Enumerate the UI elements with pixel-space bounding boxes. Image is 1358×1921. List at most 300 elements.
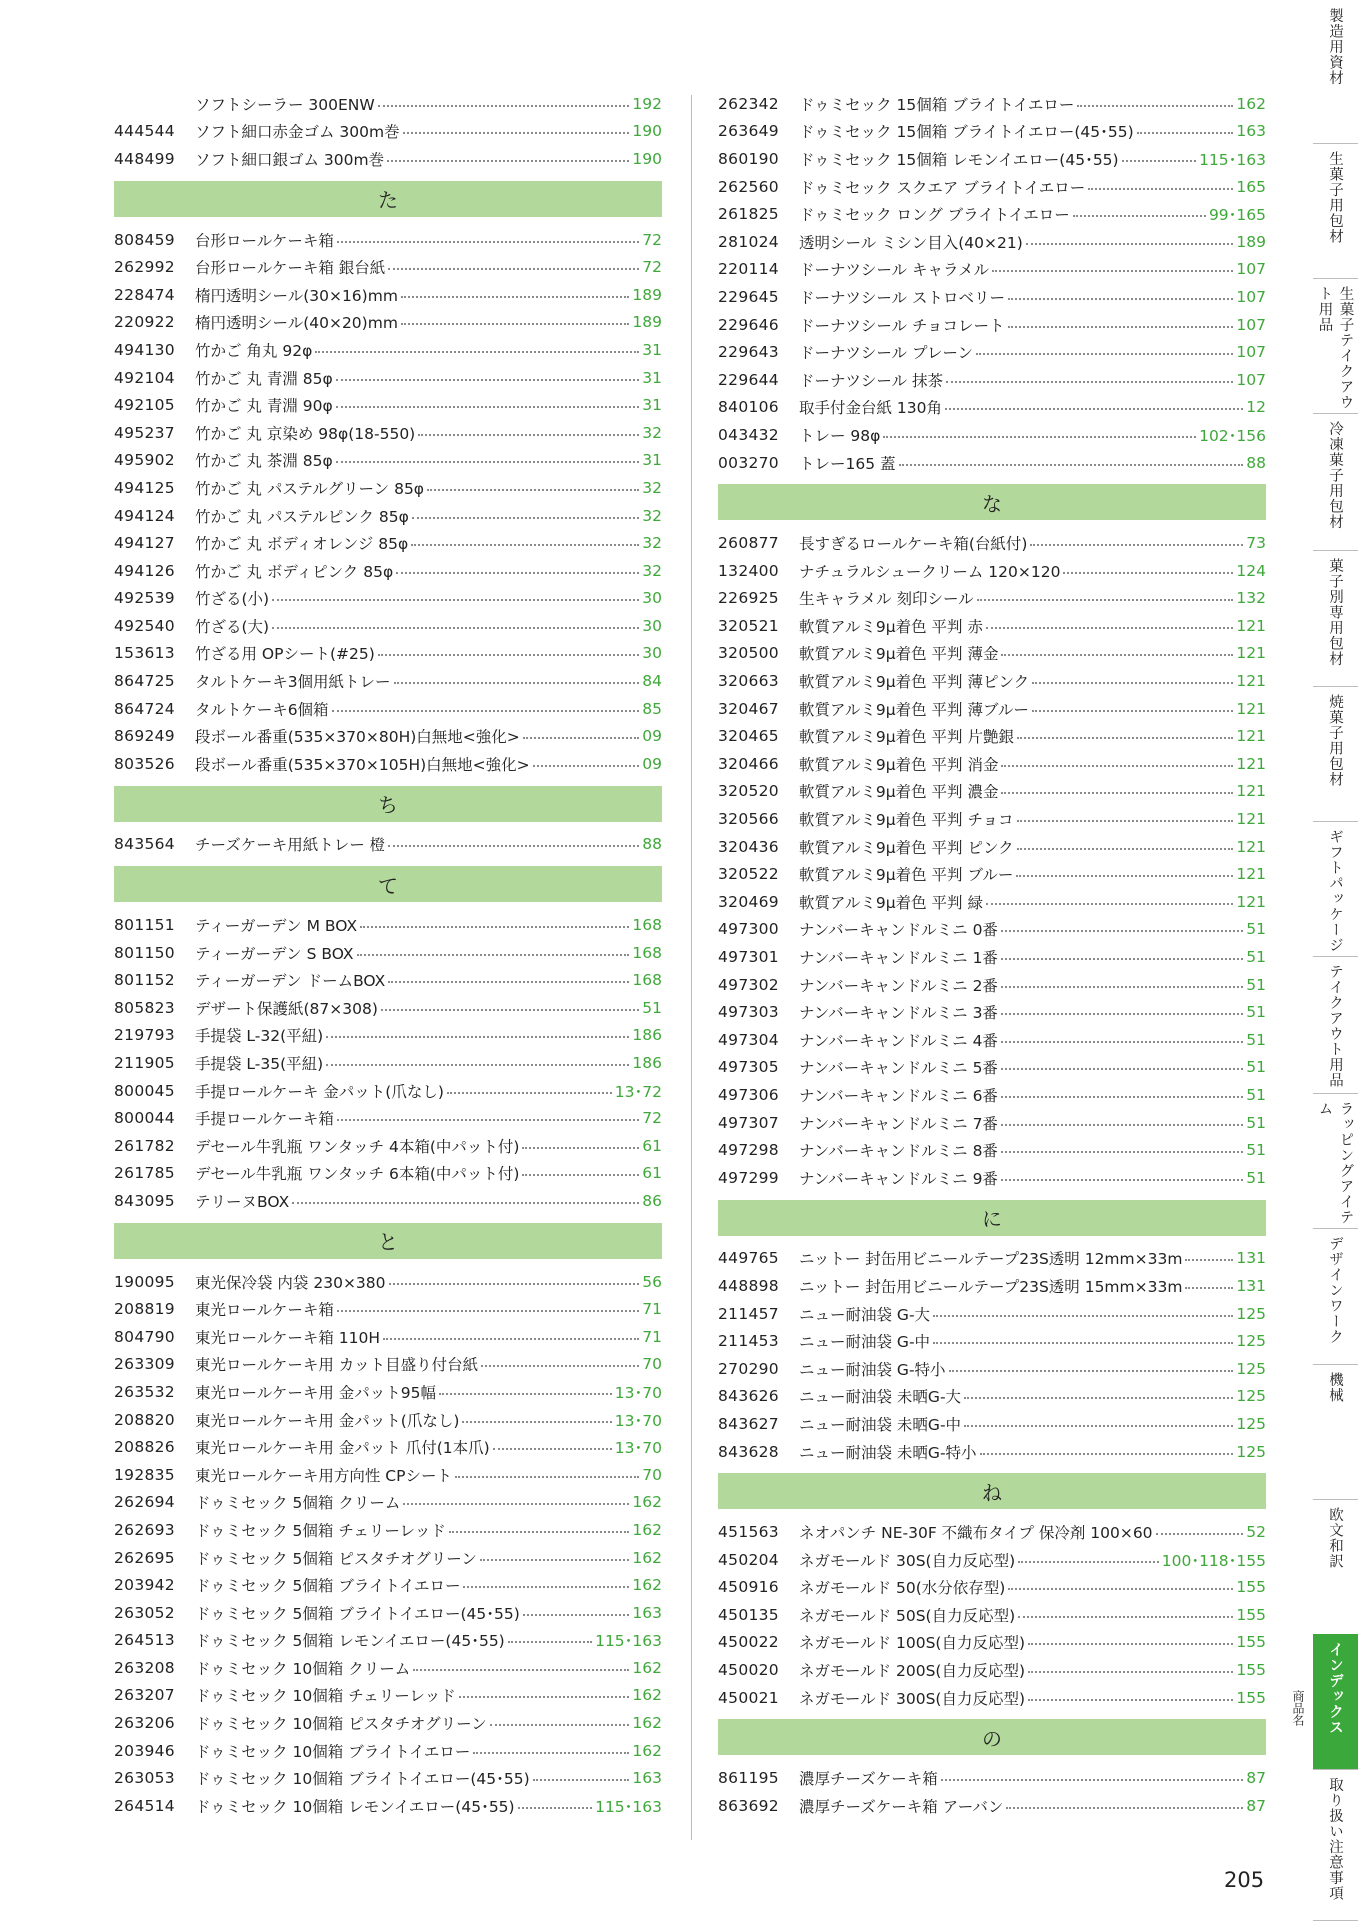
index-entry bbox=[718, 640, 1266, 668]
product-name: 竹ざる(大) bbox=[195, 617, 270, 636]
page-reference: 186 bbox=[632, 1026, 662, 1045]
index-entry bbox=[114, 1077, 662, 1105]
section-tab[interactable] bbox=[1313, 956, 1358, 1094]
index-entry bbox=[114, 1187, 662, 1215]
index-entry bbox=[114, 529, 662, 557]
product-name: 東光ロールケーキ用 金パット(爪なし) bbox=[195, 1411, 460, 1430]
product-name: 竹かご 丸 パステルピンク 85φ bbox=[195, 507, 409, 526]
product-name: ドゥミセック 10個箱 レモンイエロー(45･55) bbox=[195, 1797, 515, 1816]
index-entry bbox=[114, 1461, 662, 1489]
dot-leader bbox=[337, 1119, 639, 1121]
page-reference: 88 bbox=[1246, 453, 1266, 472]
product-code: 220922 bbox=[114, 313, 175, 332]
dot-leader bbox=[1008, 1588, 1233, 1590]
index-entry bbox=[718, 366, 1266, 394]
index-entry bbox=[114, 1489, 662, 1517]
product-name: ドゥミセック 5個箱 レモンイエロー(45･55) bbox=[195, 1632, 505, 1651]
product-name: ドーナツシール ストロベリー bbox=[799, 288, 1005, 307]
product-name: 軟質アルミ9μ着色 平判 ブルー bbox=[799, 866, 1014, 885]
product-code: 261785 bbox=[114, 1164, 175, 1183]
page-reference: 162 bbox=[632, 1576, 662, 1595]
product-code: 861195 bbox=[718, 1769, 779, 1788]
index-entry bbox=[718, 1764, 1266, 1792]
page-reference: 121 bbox=[1236, 699, 1266, 718]
product-name: チーズケーキ用紙トレー 橙 bbox=[195, 836, 386, 855]
page-reference: 107 bbox=[1236, 287, 1266, 306]
product-name: ネガモールド 30S(自力反応型) bbox=[799, 1551, 1016, 1570]
product-code: 492539 bbox=[114, 589, 175, 608]
product-name: 東光ロールケーキ箱 bbox=[195, 1301, 334, 1320]
dot-leader bbox=[1137, 132, 1234, 134]
product-name: ドゥミセック 15個箱 ブライトイエロー bbox=[799, 95, 1075, 114]
dot-leader bbox=[977, 599, 1234, 601]
product-name: ソフト細口銀ゴム 300m巻 bbox=[195, 150, 385, 169]
product-code: 800044 bbox=[114, 1109, 175, 1128]
dot-leader bbox=[360, 926, 629, 928]
page-reference: 115･163 bbox=[595, 1797, 662, 1816]
product-name: ニットー 封缶用ビニールテープ23S透明 15mm×33m bbox=[799, 1277, 1183, 1296]
index-entry bbox=[718, 421, 1266, 449]
product-name: ナンバーキャンドルミニ 2番 bbox=[799, 976, 998, 995]
dot-leader bbox=[336, 379, 640, 381]
product-name: 竹かご 丸 茶淵 85φ bbox=[195, 452, 333, 471]
product-name: ナチュラルシュークリーム 120×120 bbox=[799, 562, 1061, 581]
page-reference: 131 bbox=[1236, 1249, 1266, 1268]
product-name: 段ボール番重(535×370×80H)白無地<強化> bbox=[195, 728, 520, 747]
product-code: 229644 bbox=[718, 370, 779, 389]
product-name: ドゥミセック 10個箱 クリーム bbox=[195, 1659, 411, 1678]
section-tab[interactable] bbox=[1313, 1634, 1358, 1770]
index-entry bbox=[718, 1355, 1266, 1383]
section-tab-label: 欧文和訳 bbox=[1327, 1507, 1343, 1569]
product-name: 楕円透明シール(40×20)mm bbox=[195, 314, 398, 333]
dot-leader bbox=[403, 132, 630, 134]
index-entry bbox=[114, 1571, 662, 1599]
product-code: 804790 bbox=[114, 1327, 175, 1346]
page-reference: 73 bbox=[1246, 534, 1266, 553]
index-entry bbox=[718, 722, 1266, 750]
index-entry bbox=[114, 118, 662, 146]
index-entry bbox=[114, 145, 662, 173]
page-reference: 51 bbox=[1246, 920, 1266, 939]
dot-leader bbox=[1185, 1259, 1233, 1261]
dot-leader bbox=[315, 351, 639, 353]
product-name: 台形ロールケーキ箱 銀台紙 bbox=[195, 259, 386, 278]
page-reference: 162 bbox=[632, 1548, 662, 1567]
page-reference: 168 bbox=[632, 971, 662, 990]
index-entry bbox=[114, 1709, 662, 1737]
dot-leader bbox=[1032, 682, 1233, 684]
page-reference: 30 bbox=[642, 589, 662, 608]
index-entry bbox=[114, 419, 662, 447]
product-name: ナンバーキャンドルミニ 6番 bbox=[799, 1086, 998, 1105]
dot-leader bbox=[1026, 243, 1234, 245]
product-name: ニュー耐油袋 未晒G-中 bbox=[799, 1415, 962, 1434]
product-code: 262693 bbox=[114, 1520, 175, 1539]
dot-leader bbox=[381, 1009, 639, 1011]
page-reference: 72 bbox=[642, 230, 662, 249]
page-reference: 163 bbox=[632, 1769, 662, 1788]
index-entry bbox=[718, 228, 1266, 256]
dot-leader bbox=[272, 599, 639, 601]
index-column-left bbox=[114, 90, 662, 1820]
index-entry bbox=[718, 173, 1266, 201]
product-name: ドゥミセック 10個箱 ブライトイエロー bbox=[195, 1742, 471, 1761]
dot-leader bbox=[1028, 1699, 1233, 1701]
dot-leader bbox=[337, 241, 639, 243]
index-entry bbox=[114, 226, 662, 254]
index-entry bbox=[718, 1574, 1266, 1602]
index-entry bbox=[114, 640, 662, 668]
dot-leader bbox=[357, 954, 630, 956]
product-code: 450135 bbox=[718, 1605, 779, 1624]
product-name: ドゥミセック 5個箱 クリーム bbox=[195, 1494, 401, 1513]
page-reference: 162 bbox=[1236, 94, 1266, 113]
index-entry bbox=[114, 1627, 662, 1655]
page-reference: 162 bbox=[632, 1658, 662, 1677]
index-entry bbox=[718, 667, 1266, 695]
product-name: ナンバーキャンドルミニ 8番 bbox=[799, 1142, 998, 1161]
section-tab-label: ラッピングアイテム bbox=[1316, 1101, 1354, 1225]
product-name: 軟質アルミ9μ着色 平判 薄ピンク bbox=[799, 673, 1030, 692]
page-reference: 87 bbox=[1246, 1769, 1266, 1788]
page-reference: 121 bbox=[1236, 837, 1266, 856]
section-tab[interactable] bbox=[1313, 1499, 1358, 1635]
section-tab[interactable] bbox=[1313, 1769, 1358, 1921]
product-code: 860190 bbox=[718, 149, 779, 168]
page-reference: 56 bbox=[642, 1272, 662, 1291]
dot-leader bbox=[1017, 848, 1234, 850]
page-reference: 30 bbox=[642, 616, 662, 635]
index-entry bbox=[718, 118, 1266, 146]
product-code: 497304 bbox=[718, 1030, 779, 1049]
dot-leader bbox=[1001, 1013, 1243, 1015]
page-reference: 87 bbox=[1246, 1796, 1266, 1815]
section-tab[interactable] bbox=[1313, 1364, 1358, 1500]
index-entry bbox=[114, 612, 662, 640]
page-reference: 13･72 bbox=[614, 1082, 662, 1101]
page-reference: 13･70 bbox=[614, 1383, 662, 1402]
product-name: ドゥミセック 10個箱 チェリーレッド bbox=[195, 1687, 456, 1706]
product-name: 手提袋 L-35(平紐) bbox=[195, 1055, 324, 1074]
product-name: 段ボール番重(535×370×105H)白無地<強化> bbox=[195, 755, 530, 774]
section-tab[interactable] bbox=[1313, 413, 1358, 551]
product-name: ドゥミセック スクエア ブライトイエロー bbox=[799, 178, 1086, 197]
product-code: 497307 bbox=[718, 1113, 779, 1132]
product-code: 262695 bbox=[114, 1548, 175, 1567]
dot-leader bbox=[396, 572, 639, 574]
index-entry bbox=[718, 750, 1266, 778]
page-reference: 155 bbox=[1236, 1605, 1266, 1624]
section-tab-label: デザインワーク bbox=[1327, 1236, 1343, 1345]
page-reference: 72 bbox=[642, 1109, 662, 1128]
dot-leader bbox=[336, 406, 640, 408]
index-entry bbox=[718, 90, 1266, 118]
product-code: 843626 bbox=[718, 1387, 779, 1406]
dot-leader bbox=[1001, 930, 1243, 932]
product-code: 864724 bbox=[114, 699, 175, 718]
page-reference: 162 bbox=[632, 1686, 662, 1705]
product-name: ドゥミセック 5個箱 ブライトイエロー(45･55) bbox=[195, 1604, 520, 1623]
section-tab-label: ギフトパッケージ bbox=[1327, 829, 1343, 953]
product-name: ニュー耐油袋 G-特小 bbox=[799, 1360, 946, 1379]
product-name: タルトケーキ3個用紙トレー bbox=[195, 673, 391, 692]
product-code: 264514 bbox=[114, 1796, 175, 1815]
dot-leader bbox=[523, 737, 639, 739]
page-reference: 32 bbox=[642, 423, 662, 442]
dot-leader bbox=[1001, 986, 1243, 988]
index-entry bbox=[718, 1684, 1266, 1712]
product-code: 263052 bbox=[114, 1603, 175, 1622]
page-reference: 168 bbox=[632, 943, 662, 962]
product-code: 805823 bbox=[114, 998, 175, 1017]
index-entry bbox=[718, 1546, 1266, 1574]
product-name: 手提袋 L-32(平紐) bbox=[195, 1027, 324, 1046]
page-reference: 155 bbox=[1236, 1578, 1266, 1597]
product-name: 竹かご 丸 パステルグリーン 85φ bbox=[195, 479, 425, 498]
index-entry bbox=[718, 971, 1266, 999]
index-entry bbox=[718, 338, 1266, 366]
index-entry bbox=[114, 1295, 662, 1323]
index-entry bbox=[718, 1245, 1266, 1273]
product-code: 281024 bbox=[718, 232, 779, 251]
page-reference: 124 bbox=[1236, 561, 1266, 580]
product-code: 843628 bbox=[718, 1442, 779, 1461]
product-name: ネオパンチ NE-30F 不織布タイプ 保冷剤 100×60 bbox=[799, 1524, 1153, 1543]
product-code: 492104 bbox=[114, 368, 175, 387]
product-name: 手提ロールケーキ 金パット(爪なし) bbox=[195, 1082, 444, 1101]
page-reference: 121 bbox=[1236, 892, 1266, 911]
dot-leader bbox=[980, 1453, 1234, 1455]
product-code: 494125 bbox=[114, 478, 175, 497]
page-reference: 190 bbox=[632, 149, 662, 168]
page-reference: 32 bbox=[642, 561, 662, 580]
page-reference: 125 bbox=[1236, 1387, 1266, 1406]
dot-leader bbox=[336, 461, 640, 463]
dot-leader bbox=[418, 434, 639, 436]
product-code: 203942 bbox=[114, 1576, 175, 1595]
dot-leader bbox=[533, 1779, 630, 1781]
product-code: 450020 bbox=[718, 1661, 779, 1680]
index-entry bbox=[114, 994, 662, 1022]
page-reference: 132 bbox=[1236, 589, 1266, 608]
product-code: 262560 bbox=[718, 177, 779, 196]
index-entry bbox=[718, 1410, 1266, 1438]
dot-leader bbox=[1088, 188, 1233, 190]
product-name: 長すぎるロールケーキ箱(台紙付) bbox=[799, 535, 1028, 554]
dot-leader bbox=[490, 1724, 630, 1726]
product-code: 043432 bbox=[718, 425, 779, 444]
product-name: ドーナツシール プレーン bbox=[799, 344, 974, 363]
page-reference: 86 bbox=[642, 1191, 662, 1210]
section-header: ち bbox=[114, 786, 662, 822]
product-name: ドゥミセック 5個箱 ブライトイエロー bbox=[195, 1577, 461, 1596]
section-tab-label: インデックス bbox=[1327, 1642, 1343, 1735]
index-entry bbox=[114, 557, 662, 585]
index-entry bbox=[114, 1544, 662, 1572]
index-entry bbox=[718, 916, 1266, 944]
index-entry bbox=[114, 1049, 662, 1077]
section-tab[interactable] bbox=[1313, 1228, 1358, 1365]
product-code: 220114 bbox=[718, 260, 779, 279]
section-tab[interactable] bbox=[1313, 143, 1358, 279]
index-entry bbox=[718, 1792, 1266, 1820]
dot-leader bbox=[481, 1365, 639, 1367]
product-name: ドゥミセック 15個箱 ブライトイエロー(45･55) bbox=[799, 123, 1134, 142]
product-code: 228474 bbox=[114, 285, 175, 304]
product-code: 320466 bbox=[718, 754, 779, 773]
dot-leader bbox=[389, 1283, 640, 1285]
dot-leader bbox=[394, 682, 640, 684]
product-code: 320436 bbox=[718, 837, 779, 856]
dot-leader bbox=[439, 1393, 612, 1395]
product-code: 495902 bbox=[114, 451, 175, 470]
index-entry bbox=[114, 695, 662, 723]
product-name: ドゥミセック 15個箱 レモンイエロー(45･55) bbox=[799, 150, 1119, 169]
dot-leader bbox=[986, 903, 1233, 905]
section-header: ね bbox=[718, 1473, 1266, 1509]
dot-leader bbox=[518, 1807, 592, 1809]
index-entry bbox=[718, 256, 1266, 284]
product-name: 台形ロールケーキ箱 bbox=[195, 231, 334, 250]
index-entry bbox=[114, 1351, 662, 1379]
product-code: 869249 bbox=[114, 727, 175, 746]
page-reference: 88 bbox=[642, 835, 662, 854]
product-code: 263208 bbox=[114, 1658, 175, 1677]
product-name: 竹かご 丸 京染め 98φ(18-550) bbox=[195, 424, 416, 443]
product-name: トレー165 蓋 bbox=[799, 454, 896, 473]
page-reference: 51 bbox=[1246, 1168, 1266, 1187]
product-name: トレー 98φ bbox=[799, 426, 881, 445]
dot-leader bbox=[1001, 1151, 1243, 1153]
page-reference: 168 bbox=[632, 916, 662, 935]
section-tab[interactable] bbox=[1313, 278, 1358, 414]
product-code: 494127 bbox=[114, 534, 175, 553]
section-tab-label: 冷凍菓子用包材 bbox=[1327, 421, 1343, 530]
dot-leader bbox=[1156, 1533, 1244, 1535]
section-tab[interactable] bbox=[1313, 821, 1358, 957]
product-code: 219793 bbox=[114, 1026, 175, 1045]
dot-leader bbox=[383, 1338, 639, 1340]
index-entry bbox=[718, 1164, 1266, 1192]
page-reference: 186 bbox=[632, 1054, 662, 1073]
product-name: ナンバーキャンドルミニ 7番 bbox=[799, 1114, 998, 1133]
dot-leader bbox=[401, 323, 629, 325]
page-reference: 12 bbox=[1246, 398, 1266, 417]
dot-leader bbox=[508, 1641, 592, 1643]
product-code: 864725 bbox=[114, 672, 175, 691]
page-reference: 121 bbox=[1236, 616, 1266, 635]
dot-leader bbox=[413, 1669, 629, 1671]
page-reference: 31 bbox=[642, 368, 662, 387]
index-entry bbox=[718, 1300, 1266, 1328]
section-tab[interactable] bbox=[1313, 550, 1358, 687]
index-entry bbox=[114, 90, 662, 118]
product-code: 153613 bbox=[114, 644, 175, 663]
product-code: 208820 bbox=[114, 1410, 175, 1429]
product-code: 320521 bbox=[718, 616, 779, 635]
page-reference: 163 bbox=[1236, 122, 1266, 141]
dot-leader bbox=[1001, 1068, 1243, 1070]
index-sublabel: 商品名 bbox=[1291, 1690, 1305, 1726]
dot-leader bbox=[480, 1559, 630, 1561]
page-reference: 121 bbox=[1236, 672, 1266, 691]
index-entry bbox=[114, 1378, 662, 1406]
product-code: 449765 bbox=[718, 1249, 779, 1268]
index-entry bbox=[718, 1601, 1266, 1629]
product-name: 軟質アルミ9μ着色 平判 薄金 bbox=[799, 645, 999, 664]
page-reference: 107 bbox=[1236, 343, 1266, 362]
product-code: 261782 bbox=[114, 1136, 175, 1155]
index-entry bbox=[114, 966, 662, 994]
index-entry bbox=[718, 1026, 1266, 1054]
dot-leader bbox=[272, 627, 639, 629]
index-entry bbox=[114, 1132, 662, 1160]
page-reference: 51 bbox=[1246, 1085, 1266, 1104]
index-entry bbox=[718, 695, 1266, 723]
dot-leader bbox=[1001, 1179, 1243, 1181]
page-reference: 61 bbox=[642, 1164, 662, 1183]
product-name: 竹かご 丸 ボディオレンジ 85φ bbox=[195, 535, 409, 554]
product-code: 263207 bbox=[114, 1686, 175, 1705]
product-name: ドゥミセック ロング ブライトイエロー bbox=[799, 206, 1070, 225]
index-entry bbox=[718, 998, 1266, 1026]
product-code: 863692 bbox=[718, 1796, 779, 1815]
product-code: 497305 bbox=[718, 1058, 779, 1077]
product-name: 濃厚チーズケーキ箱 bbox=[799, 1770, 938, 1789]
page-reference: 190 bbox=[632, 122, 662, 141]
section-tab[interactable] bbox=[1313, 1093, 1358, 1229]
page-reference: 189 bbox=[632, 285, 662, 304]
product-name: ティーガーデン S BOX bbox=[195, 944, 354, 963]
section-tab[interactable] bbox=[1313, 0, 1358, 144]
page-reference: 71 bbox=[642, 1327, 662, 1346]
product-name: 手提ロールケーキ箱 bbox=[195, 1110, 334, 1129]
index-entry bbox=[114, 364, 662, 392]
dot-leader bbox=[1001, 1124, 1243, 1126]
index-entry bbox=[114, 1104, 662, 1132]
dot-leader bbox=[1006, 1807, 1243, 1809]
index-entry bbox=[718, 1383, 1266, 1411]
dot-leader bbox=[1185, 1287, 1233, 1289]
page-reference: 52 bbox=[1246, 1523, 1266, 1542]
section-header: て bbox=[114, 866, 662, 902]
product-code: 448499 bbox=[114, 149, 175, 168]
product-code: 211453 bbox=[718, 1332, 779, 1351]
product-name: 軟質アルミ9μ着色 平判 消金 bbox=[799, 755, 999, 774]
product-name: ナンバーキャンドルミニ 1番 bbox=[799, 949, 998, 968]
page-reference: 30 bbox=[642, 644, 662, 663]
index-entry bbox=[114, 911, 662, 939]
product-code: 263206 bbox=[114, 1714, 175, 1733]
index-entry bbox=[114, 1323, 662, 1351]
product-name: 東光ロールケーキ用 金パット95幅 bbox=[195, 1383, 437, 1402]
page-reference: 121 bbox=[1236, 782, 1266, 801]
product-name: ナンバーキャンドルミニ 3番 bbox=[799, 1004, 998, 1023]
dot-leader bbox=[449, 1531, 630, 1533]
page-reference: 102･156 bbox=[1199, 426, 1266, 445]
page-reference: 115･163 bbox=[595, 1632, 662, 1651]
section-header: に bbox=[718, 1200, 1266, 1236]
page-reference: 163 bbox=[632, 1603, 662, 1622]
dot-leader bbox=[378, 654, 639, 656]
product-code: 211905 bbox=[114, 1054, 175, 1073]
page-reference: 125 bbox=[1236, 1304, 1266, 1323]
product-code: 208819 bbox=[114, 1300, 175, 1319]
product-name: ニュー耐油袋 未晒G-特小 bbox=[799, 1443, 977, 1462]
section-tab[interactable] bbox=[1313, 686, 1358, 822]
page-reference: 13･70 bbox=[614, 1411, 662, 1430]
